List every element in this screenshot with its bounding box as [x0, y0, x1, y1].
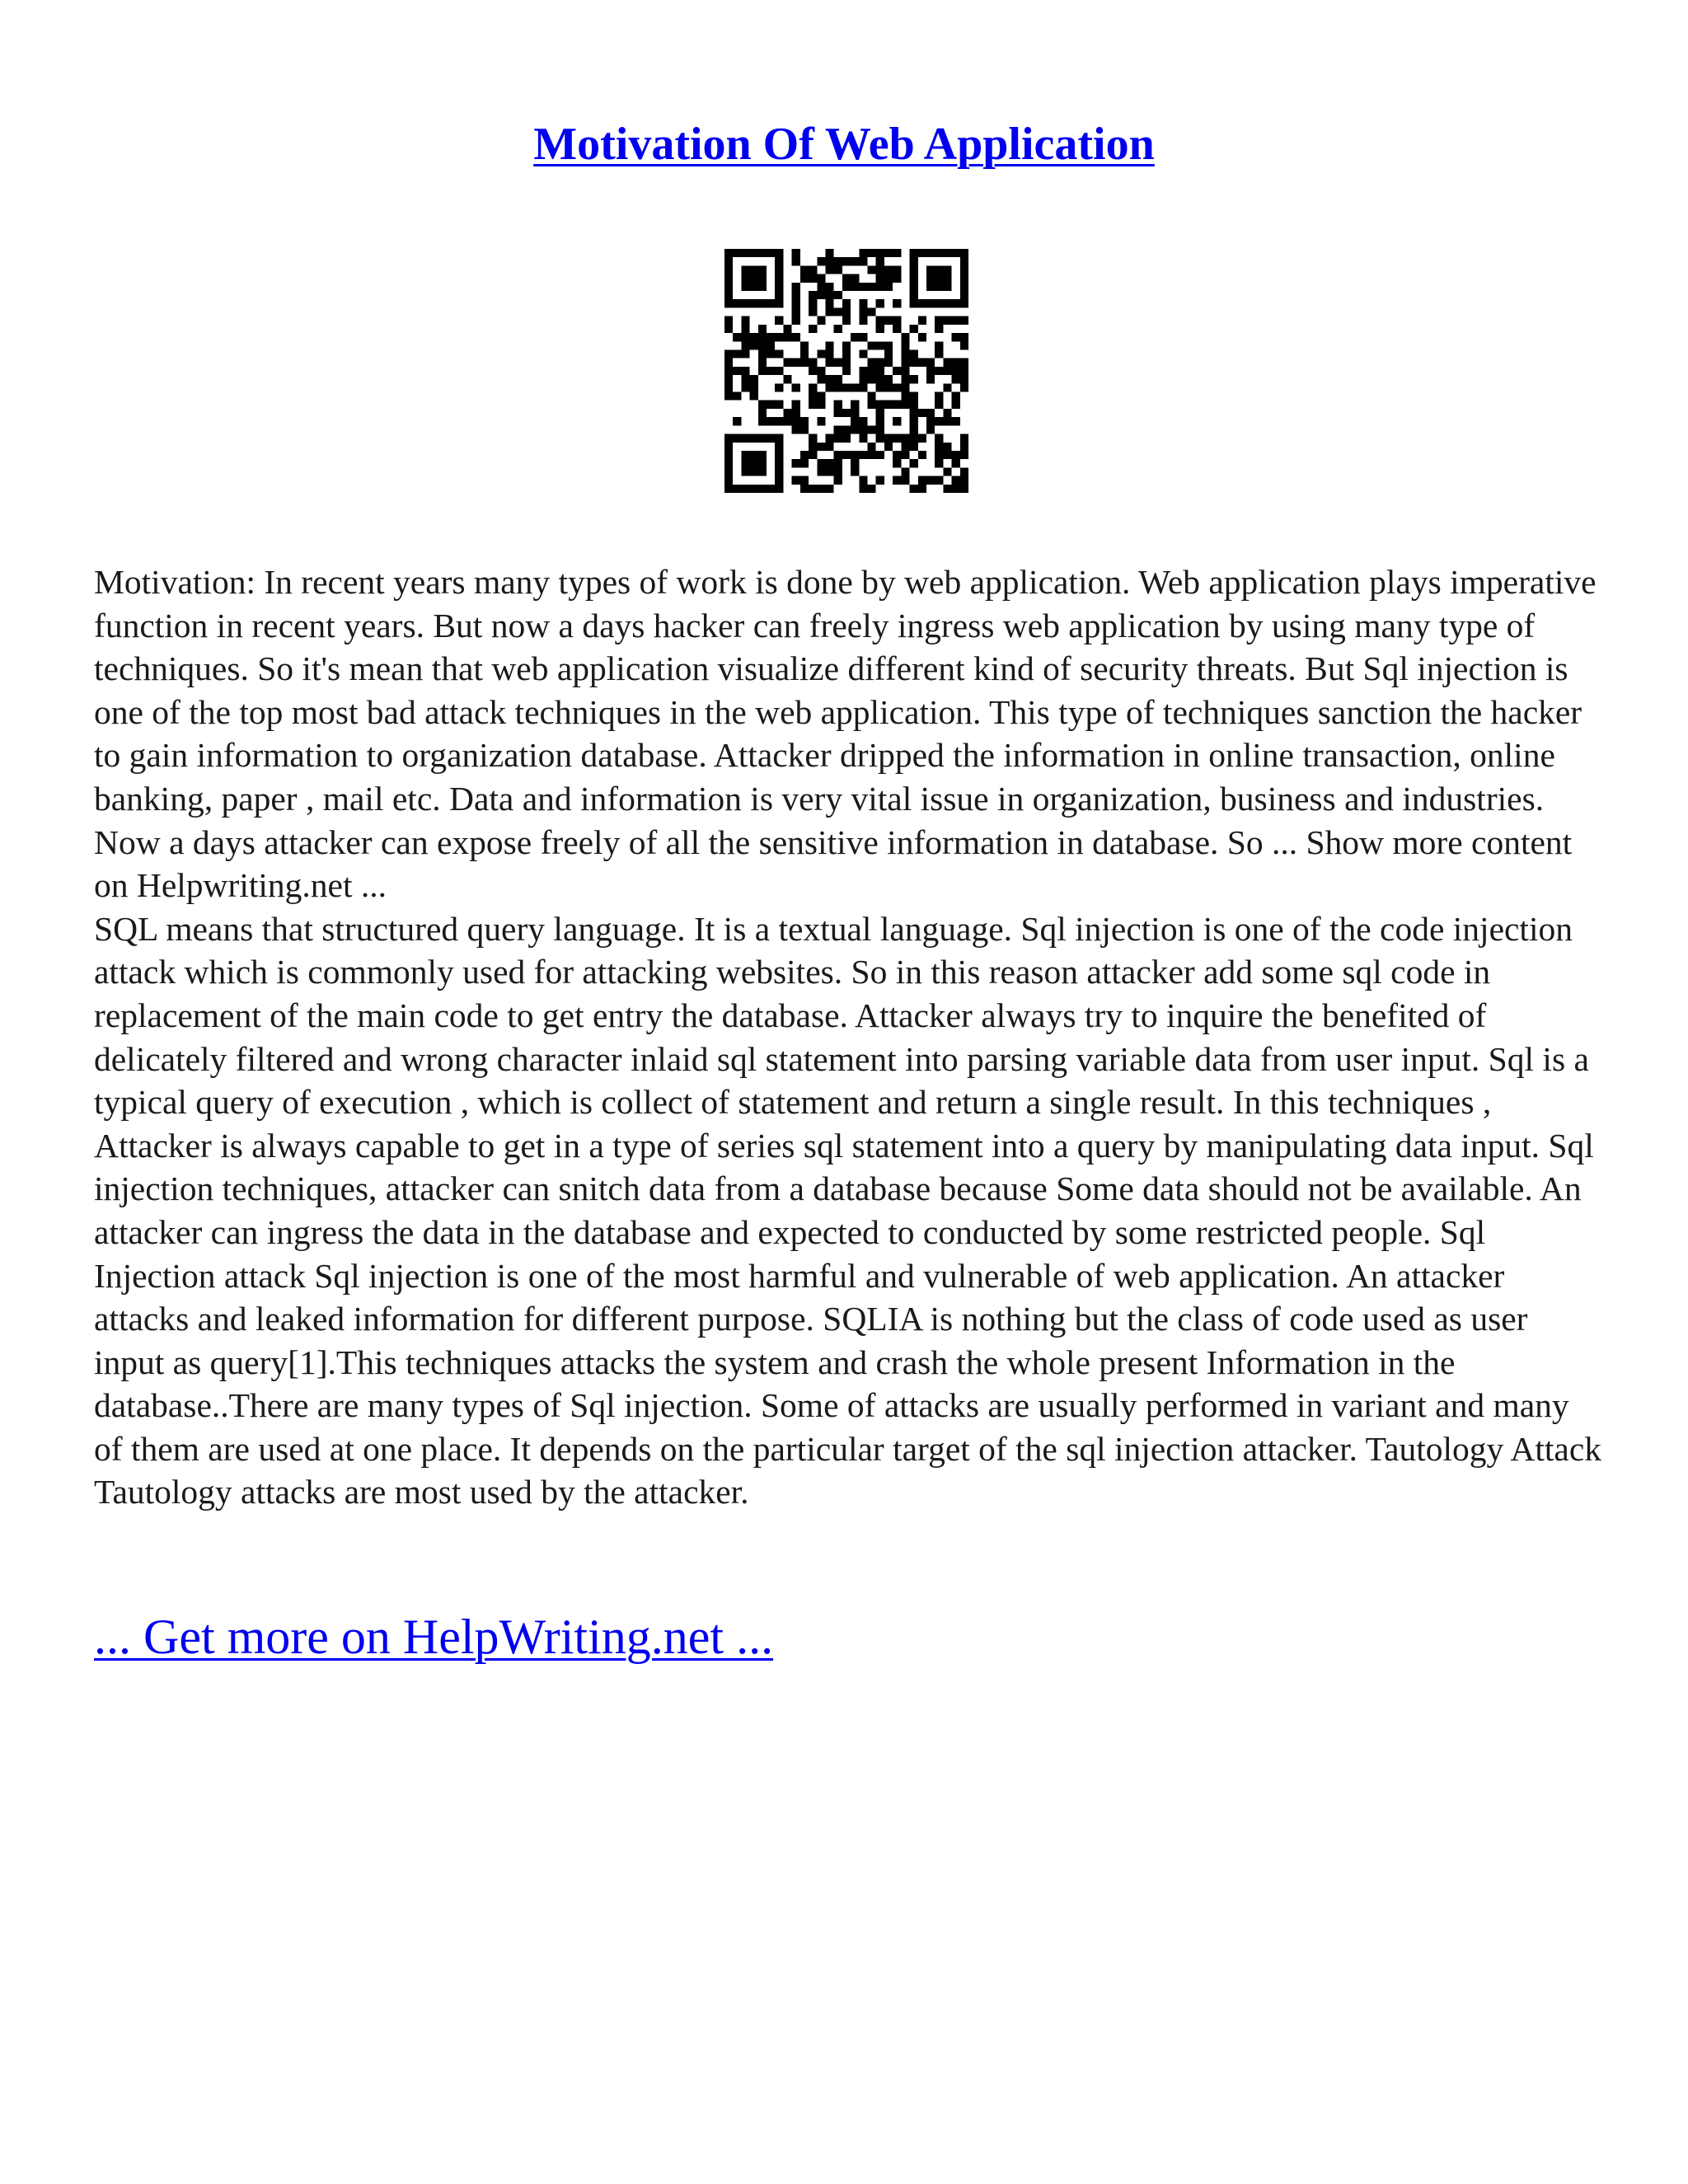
body-text — [94, 560, 1602, 1514]
paragraph-motivation: Motivation: In recent years many types of work is done by web application. Web application plays imperative function in recent years. But now a days hacker can freely ingress web application by using many type of techniques. So it's mean that web application visualize different kind of security threats. But Sql injection is one of the top most bad attack techniques in the web application. This type of techniques sanction the hacker to gain information to organization database. Attacker dripped the information in online transaction, online banking, paper , mail etc. Data and information is very vital issue in organization, business and industries. Now a days attacker can expose freely of all the sensitive information in database. So ... Show more content on Helpwriting.net ... — [94, 563, 1597, 905]
get-more-link[interactable]: ... Get more on HelpWriting.net ... — [94, 1610, 774, 1664]
title-link[interactable]: Motivation Of Web Application — [533, 119, 1155, 170]
qr-code-icon — [724, 249, 968, 493]
page-title — [0, 115, 1688, 173]
paragraph-sql: SQL means that structured query language. It is a textual language. Sql injection is one of the code injection attack which is commonly used for attacking websites. So in this reason attacker add some sql code in replacement of the main code to get entry the database. Attacker always try to inquire the benefited of delicately filtered and wrong character inlaid sql statement into parsing variable data from user input. Sql is a typical query of execution , which is collect of statement and return a single result. In this techniques , Attacker is always capable to get in a type of series sql statement into a query by manipulating data input. Sql injection techniques, attacker can snitch data from a database because Some data should not be available. An attacker can ingress the data in the database and expected to conducted by some restricted people. Sql Injection attack Sql injection is one of the most harmful and vulnerable of web application. An attacker attacks and leaked information for different purpose. SQLIA is nothing but the class of code used as user input as query[1].This techniques attacks the system and crash the whole present Information in the database..There are many types of Sql injection. Some of attacks are usually performed in variant and many of them are used at one place. It depends on the particular target of the sql injection attacker. Tautology Attack Tautology attacks are most used by the attacker. — [94, 909, 1601, 1511]
more-link-container — [94, 1607, 773, 1666]
